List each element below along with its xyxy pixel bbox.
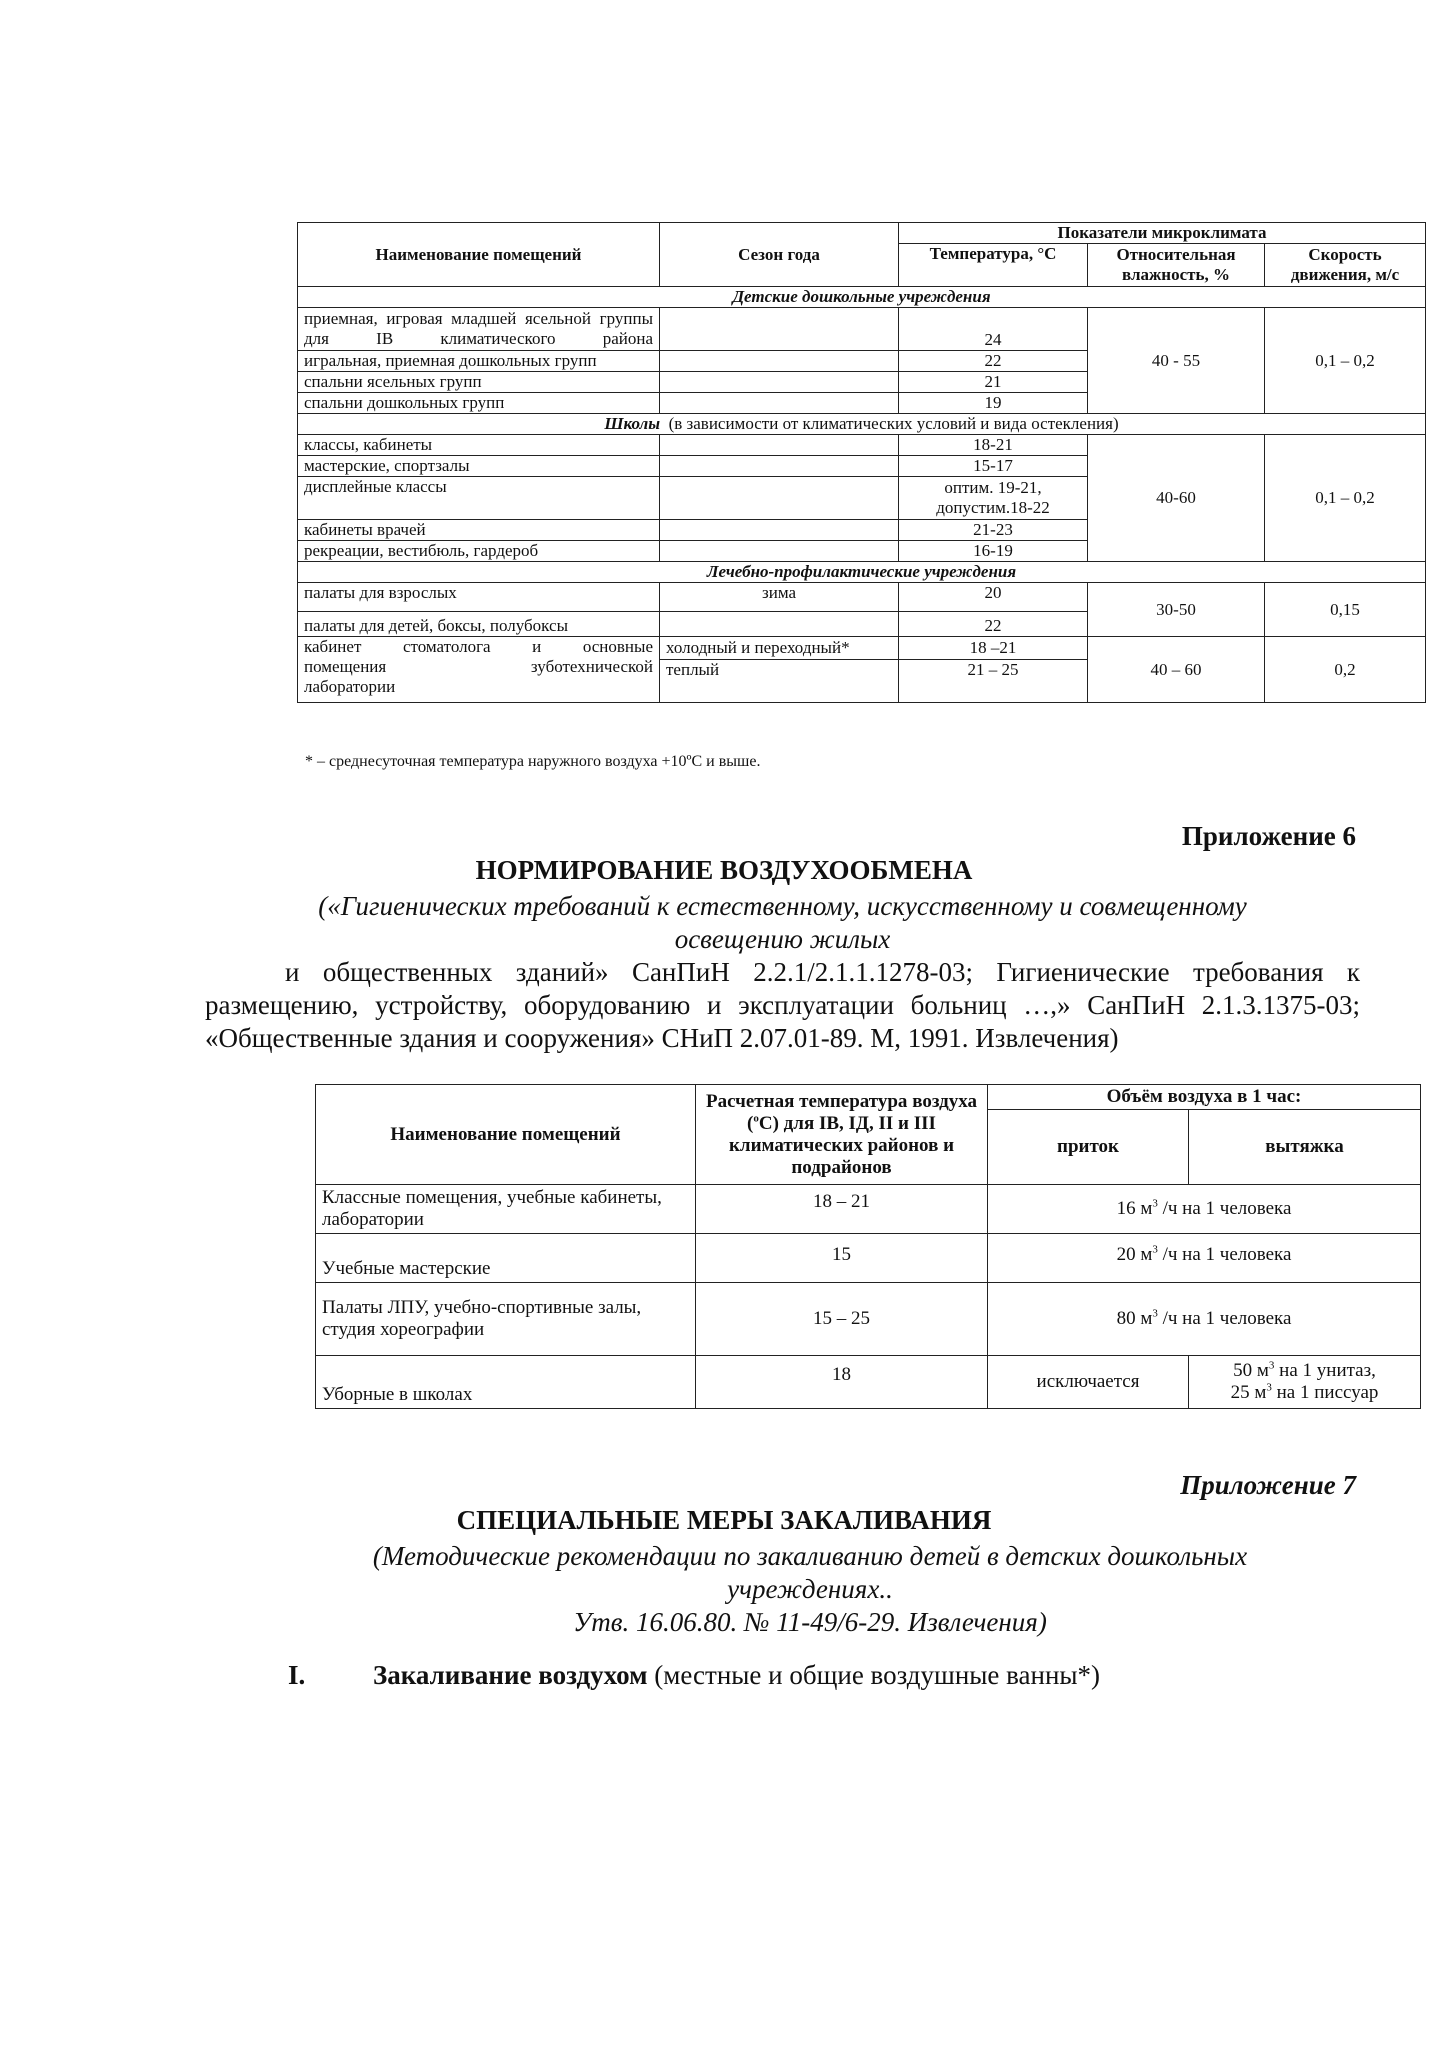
col-humidity-header: Относительная влажность, % xyxy=(1088,244,1265,287)
room-cell: рекреации, вестибюль, гардероб xyxy=(298,541,660,562)
temp-cell: 18 xyxy=(696,1356,988,1409)
temp-optimal: оптим. 19-21, xyxy=(944,478,1042,497)
room-cell: Учебные мастерские xyxy=(316,1234,696,1283)
temp-cell: 15 – 25 xyxy=(696,1283,988,1356)
section-heading: Закаливание воздухом xyxy=(373,1660,648,1690)
col-room-header: Наименование помещений xyxy=(316,1085,696,1185)
temp-cell: 18-21 xyxy=(899,435,1088,456)
volume-sup: 3 xyxy=(1152,1197,1158,1210)
temp-cell xyxy=(899,477,1088,520)
section-schools-title: Школы xyxy=(604,414,661,433)
col-temp-part: воздуха ( xyxy=(747,1090,977,1134)
appendix6-sub-line: («Гигиенических требований к естественному, искусственному и совмещенному xyxy=(318,891,1247,921)
volume-sup: 3 xyxy=(1152,1243,1158,1256)
volume-value: 20 м xyxy=(1116,1244,1153,1265)
col-season-header: Сезон года xyxy=(660,223,899,287)
room-cell xyxy=(298,637,660,703)
season-cell: холодный и переходный* xyxy=(660,637,899,660)
appendix6-title: НОРМИРОВАНИЕ ВОЗДУХООБМЕНА xyxy=(475,855,973,885)
season-cell: теплый xyxy=(660,660,899,703)
room-cell: спальни ясельных групп xyxy=(298,372,660,393)
speed-cell: 0,1 – 0,2 xyxy=(1265,308,1426,414)
outflow-cell xyxy=(1189,1356,1421,1409)
appendix7-subtitle xyxy=(330,1540,1290,1639)
outflow-line xyxy=(1195,1360,1414,1382)
section-air-hardening xyxy=(288,1660,1100,1691)
section-heading-rest: (местные и общие воздушные ванны*) xyxy=(647,1660,1101,1690)
speed-cell: 0,2 xyxy=(1265,637,1426,703)
speed-cell: 0,1 – 0,2 xyxy=(1265,435,1426,562)
room-line: лаборатории xyxy=(304,677,396,696)
volume-cell xyxy=(988,1283,1421,1356)
volume-unit: /ч на 1 человека xyxy=(1157,1244,1292,1265)
degree-sup: о xyxy=(753,1112,759,1125)
temp-cell: 18 – 21 xyxy=(696,1185,988,1234)
volume-cell xyxy=(988,1234,1421,1283)
room-cell: Уборные в школах xyxy=(316,1356,696,1409)
room-cell: Классные помещения, учебные кабинеты, лаборатории xyxy=(316,1185,696,1234)
season-cell: зима xyxy=(660,583,899,612)
room-cell: мастерские, спортзалы xyxy=(298,456,660,477)
appendix6-label: Приложение 6 xyxy=(1181,821,1356,851)
outflow-sup: 3 xyxy=(1268,1359,1275,1372)
temp-allowed: допустим.18-22 xyxy=(936,498,1050,517)
section-schools-note: (в зависимости от климатических условий и вида остекления) xyxy=(668,414,1119,433)
volume-unit: /ч на 1 человека xyxy=(1157,1198,1292,1219)
col-temp-part: С) для IВ, IД, II и III климатических районов и подрайонов xyxy=(728,1112,955,1178)
appendix7-sub-line: Утв. 16.06.80. № 11-49/6-29. Извлечения) xyxy=(573,1607,1047,1637)
temp-cell: 19 xyxy=(899,393,1088,414)
appendix6-sub-line: освещению жилых xyxy=(674,924,891,954)
room-cell: Палаты ЛПУ, учебно-спортивные залы, студия хореографии xyxy=(316,1283,696,1356)
col-inflow-header: приток xyxy=(988,1110,1189,1185)
col-volume-header: Объём воздуха в 1 час: xyxy=(988,1085,1421,1110)
air-exchange-table xyxy=(315,1084,1421,1409)
humidity-cell: 30-50 xyxy=(1088,583,1265,637)
temp-cell: 16-19 xyxy=(899,541,1088,562)
room-cell: палаты для взрослых xyxy=(298,583,660,612)
appendix6-sub-rest: и общественных зданий» СанПиН 2.2.1/2.1.1.1278-03; Гигиенические требования к размещению, устройству, оборудованию и эксплуатации больниц …,» СанПиН 2.1.3.1375-03; «Общественные здания и сооружения» СНиП 2.07.01-89. М, 1991. Извлечения) xyxy=(205,957,1360,1053)
volume-unit: /ч на 1 человека xyxy=(1157,1308,1292,1329)
volume-sup: 3 xyxy=(1152,1307,1158,1320)
inflow-cell: исключается xyxy=(988,1356,1189,1409)
room-line: кабинет стоматолога и основные xyxy=(304,637,653,656)
humidity-cell: 40 – 60 xyxy=(1088,637,1265,703)
volume-value: 80 м xyxy=(1116,1308,1153,1329)
appendix6-subtitle xyxy=(205,890,1360,1055)
microclimate-group-header: Показатели микроклимата xyxy=(899,223,1426,244)
temp-cell: 20 xyxy=(899,583,1088,612)
appendix7-sub-line: учреждениях.. xyxy=(727,1574,893,1604)
col-temp-header xyxy=(696,1085,988,1185)
col-speed-header: Скорость движения, м/с xyxy=(1265,244,1426,287)
appendix7-title: СПЕЦИАЛЬНЫЕ МЕРЫ ЗАКАЛИВАНИЯ xyxy=(456,1505,992,1535)
room-line: помещения зуботехнической xyxy=(304,657,653,676)
speed-cell: 0,15 xyxy=(1265,583,1426,637)
temp-cell: 21-23 xyxy=(899,520,1088,541)
outflow-sup: 3 xyxy=(1266,1381,1272,1394)
room-cell: палаты для детей, боксы, полубоксы xyxy=(298,612,660,637)
outflow-value: 25 м xyxy=(1230,1382,1267,1403)
humidity-cell: 40-60 xyxy=(1088,435,1265,562)
col-room-header: Наименование помещений xyxy=(298,223,660,287)
temp-cell: 21 xyxy=(899,372,1088,393)
temp-cell: 18 –21 xyxy=(899,637,1088,660)
room-cell: спальни дошкольных групп xyxy=(298,393,660,414)
section-preschool: Детские дошкольные учреждения xyxy=(298,287,1426,308)
outflow-value: 50 м xyxy=(1233,1360,1269,1381)
humidity-cell: 40 - 55 xyxy=(1088,308,1265,414)
section-number: I. xyxy=(288,1660,306,1690)
col-outflow-header: вытяжка xyxy=(1189,1110,1421,1185)
room-cell: классы, кабинеты xyxy=(298,435,660,456)
table1-footnote: * – среднесуточная температура наружного воздуха +10ºС и выше. xyxy=(305,753,761,770)
room-cell: приемная, игровая младшей ясельной группы для IВ климатического района xyxy=(298,308,660,351)
outflow-line xyxy=(1195,1382,1414,1404)
appendix7-sub-line: (Методические рекомендации по закаливанию детей в детских дошкольных xyxy=(372,1541,1248,1571)
volume-value: 16 м xyxy=(1116,1198,1153,1219)
section-medical: Лечебно-профилактические учреждения xyxy=(298,562,1426,583)
temp-cell: 15 xyxy=(696,1234,988,1283)
outflow-unit: на 1 писсуар xyxy=(1271,1382,1379,1403)
appendix7-label: Приложение 7 xyxy=(1180,1470,1356,1500)
microclimate-table xyxy=(297,222,1426,703)
volume-cell xyxy=(988,1185,1421,1234)
temp-cell: 24 xyxy=(899,308,1088,351)
room-cell: дисплейные классы xyxy=(298,477,660,520)
temp-cell: 22 xyxy=(899,612,1088,637)
col-temp-header: Температура, °С xyxy=(899,244,1088,287)
section-schools xyxy=(298,414,1426,435)
room-cell: кабинеты врачей xyxy=(298,520,660,541)
room-cell: игральная, приемная дошкольных групп xyxy=(298,351,660,372)
temp-cell: 21 – 25 xyxy=(899,660,1088,703)
temp-cell: 22 xyxy=(899,351,1088,372)
outflow-unit: на 1 унитаз, xyxy=(1274,1360,1376,1381)
temp-cell: 15-17 xyxy=(899,456,1088,477)
col-temp-line: Расчетная температура xyxy=(706,1090,908,1112)
